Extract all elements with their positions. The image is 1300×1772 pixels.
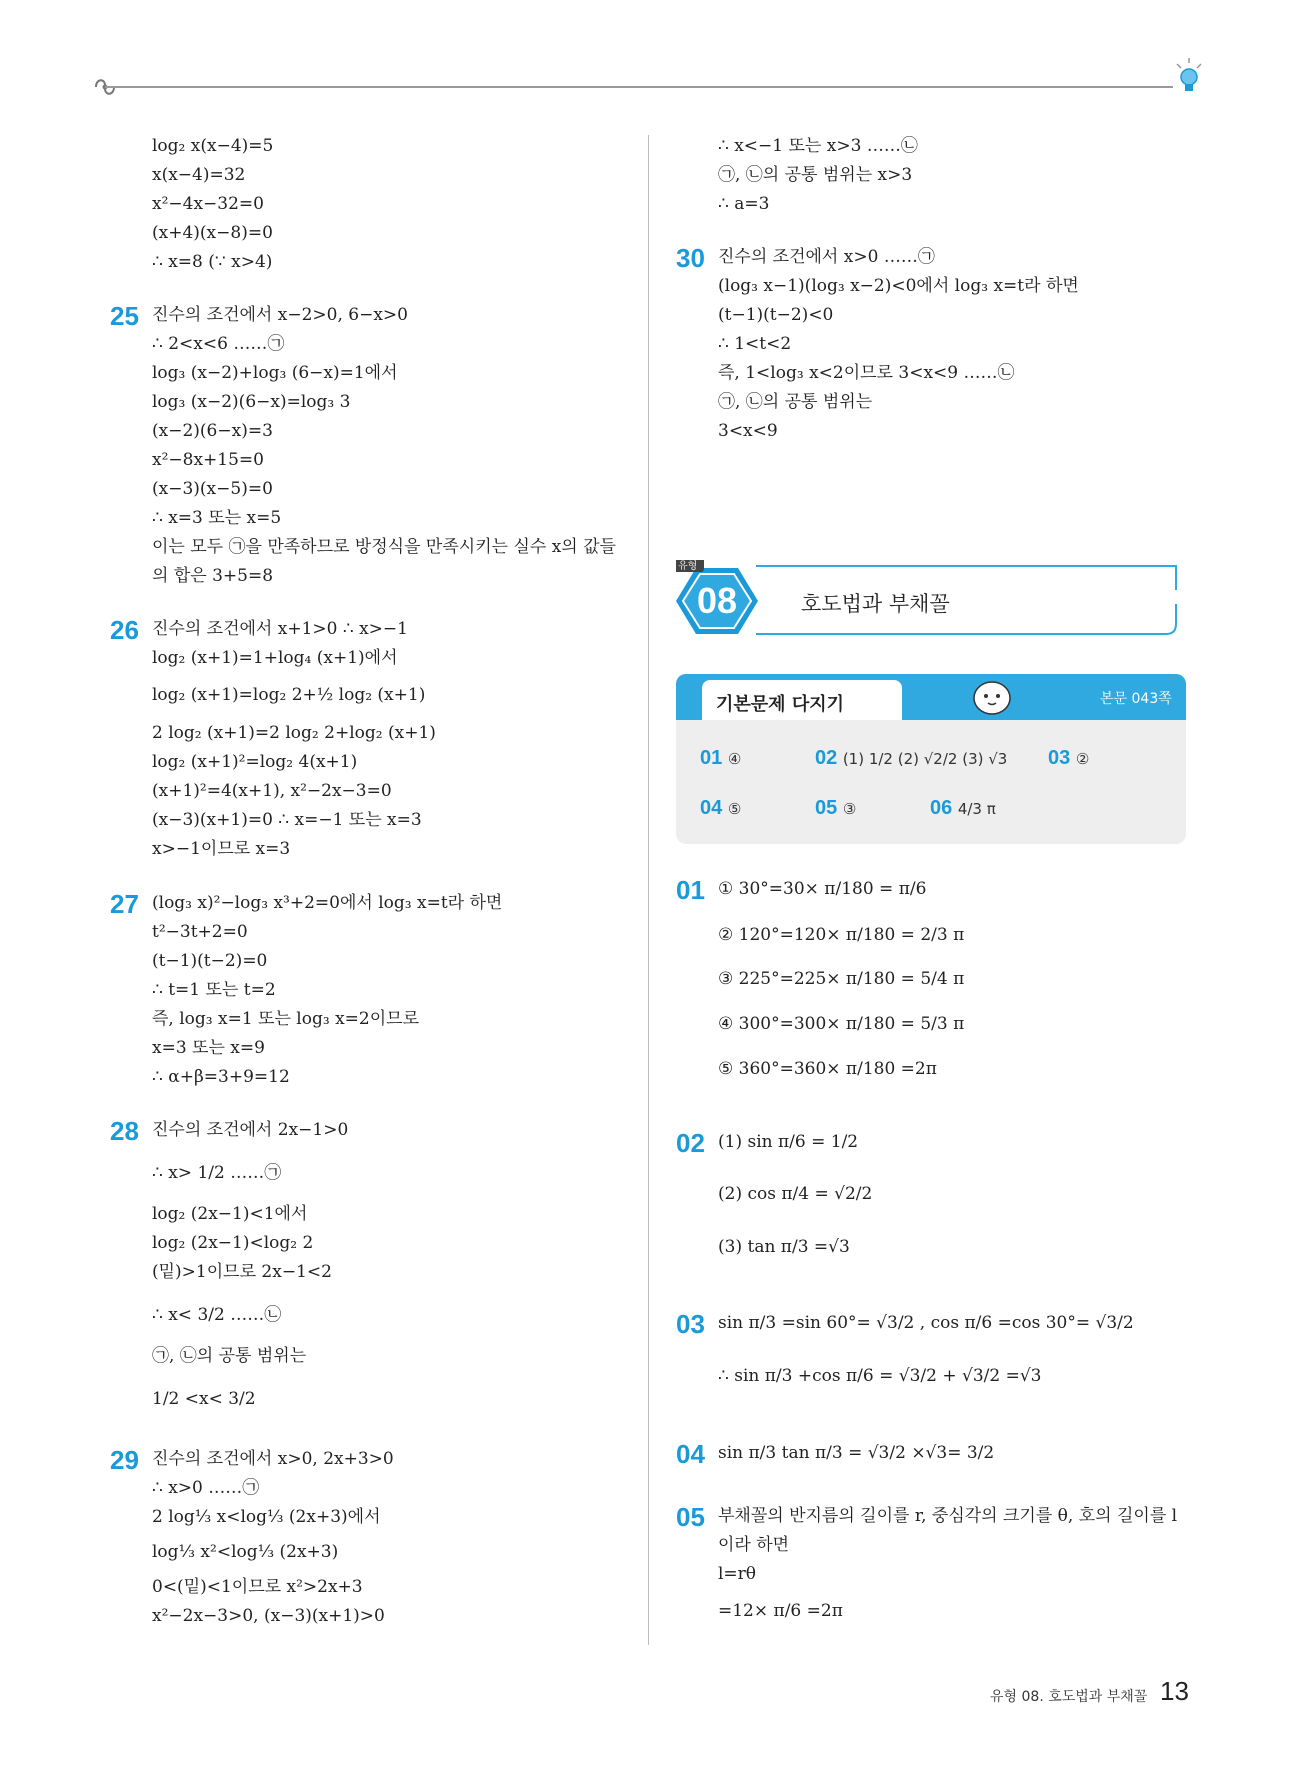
problem-number: 03 — [676, 1309, 705, 1339]
solution-line: ∴ α+β=3+9=12 — [152, 1067, 290, 1087]
solution-line: ∴ t=1 또는 t=2 — [152, 980, 276, 1000]
solution-line: ∴ x=8 (∵ x>4) — [152, 252, 273, 272]
solution-line: log₃ (x−2)(6−x)=log₃ 3 — [152, 392, 351, 412]
problem-number: 01 — [676, 875, 705, 905]
solution-line: 진수의 조건에서 x>0 ……㉠ — [718, 247, 935, 267]
problem-number: 27 — [110, 889, 139, 919]
answer-box-title: 기본문제 다지기 — [716, 694, 844, 715]
answer-item: 01 ④ — [700, 747, 742, 769]
solution-line: ∴ sin π/3 +cos π/6 = √3/2 + √3/2 =√3 — [718, 1366, 1042, 1386]
answer-item: 02 (1) 1/2 (2) √2/2 (3) √3 — [815, 747, 1008, 769]
problem-number: 25 — [110, 301, 139, 331]
solution-line: x(x−4)=32 — [152, 165, 246, 185]
solution-line: x>−1이므로 x=3 — [152, 839, 291, 859]
solution-line: (x+4)(x−8)=0 — [152, 223, 273, 243]
solution-line: (밑)>1이므로 2x−1<2 — [152, 1262, 332, 1282]
answer-box-page-ref: 본문 043쪽 — [1100, 691, 1172, 707]
solution-line: 이는 모두 ㉠을 만족하므로 방정식을 만족시키는 실수 x의 값들 — [152, 537, 616, 557]
answer-item: 06 4/3 π — [930, 797, 996, 819]
solution-line: log₂ x(x−4)=5 — [152, 136, 274, 156]
solution-line: x²−8x+15=0 — [152, 450, 264, 470]
page-number: 13 — [1160, 1676, 1189, 1706]
solution-line: (x−2)(6−x)=3 — [152, 421, 273, 441]
solution-line: ∴ x> 1/2 ……㉠ — [152, 1163, 282, 1183]
solution-line: 2 log⅓ x<log⅓ (2x+3)에서 — [152, 1507, 381, 1527]
section-header — [676, 560, 1186, 642]
solution-line: =12× π/6 =2π — [718, 1601, 843, 1621]
footer-label: 유형 08. 호도법과 부채꼴 — [990, 1689, 1148, 1705]
problem-number: 30 — [676, 243, 705, 273]
solution-line: (log₃ x−1)(log₃ x−2)<0에서 log₃ x=t라 하면 — [718, 276, 1079, 296]
solution-line: 즉, log₃ x=1 또는 log₃ x=2이므로 — [152, 1009, 419, 1029]
solution-line: ∴ x=3 또는 x=5 — [152, 508, 282, 528]
answer-item: 05 ③ — [815, 797, 857, 819]
solution-line: 진수의 조건에서 x+1>0 ∴ x>−1 — [152, 619, 408, 639]
solution-line: x=3 또는 x=9 — [152, 1038, 265, 1058]
solution-line: x²−4x−32=0 — [152, 194, 264, 214]
solution-line: t²−3t+2=0 — [152, 922, 248, 942]
solution-line: ② 120°=120× π/180 = 2/3 π — [718, 925, 965, 945]
mascot-icon — [968, 672, 1016, 722]
solution-line: 진수의 조건에서 x>0, 2x+3>0 — [152, 1449, 394, 1469]
answer-item: 03 ② — [1048, 747, 1090, 769]
solution-line: (1) sin π/6 = 1/2 — [718, 1132, 859, 1152]
solution-line: log₂ (x+1)²=log₂ 4(x+1) — [152, 752, 358, 772]
solution-line: x²−2x−3>0, (x−3)(x+1)>0 — [152, 1606, 385, 1626]
solution-line: 3<x<9 — [718, 421, 778, 441]
solution-line: (3) tan π/3 =√3 — [718, 1237, 850, 1257]
solution-line: 진수의 조건에서 2x−1>0 — [152, 1120, 349, 1140]
solution-line: 즉, 1<log₃ x<2이므로 3<x<9 ……㉡ — [718, 363, 1015, 383]
solution-line: log₃ (x−2)+log₃ (6−x)=1에서 — [152, 363, 398, 383]
solution-line: ① 30°=30× π/180 = π/6 — [718, 879, 927, 899]
solution-line: (log₃ x)²−log₃ x³+2=0에서 log₃ x=t라 하면 — [152, 893, 503, 913]
solution-line: ∴ a=3 — [718, 194, 770, 214]
solution-line: 부채꼴의 반지름의 길이를 r, 중심각의 크기를 θ, 호의 길이를 l — [718, 1506, 1178, 1526]
solution-line: log⅓ x²<log⅓ (2x+3) — [152, 1542, 339, 1562]
solution-line: ∴ x>0 ……㉠ — [152, 1478, 260, 1498]
column-divider — [648, 135, 649, 1645]
solution-line: ㉠, ㉡의 공통 범위는 — [718, 392, 873, 412]
solution-line: (x−3)(x−5)=0 — [152, 479, 273, 499]
solution-line: ④ 300°=300× π/180 = 5/3 π — [718, 1014, 965, 1034]
solution-line: 이라 하면 — [718, 1535, 790, 1555]
solution-line: 1/2 <x< 3/2 — [152, 1389, 256, 1409]
solution-line: log₂ (2x−1)<1에서 — [152, 1204, 308, 1224]
solution-line: 2 log₂ (x+1)=2 log₂ 2+log₂ (x+1) — [152, 723, 436, 743]
solution-line: ∴ x< 3/2 ……㉡ — [152, 1305, 282, 1325]
solution-line: (t−1)(t−2)<0 — [718, 305, 834, 325]
solution-line: ∴ 1<t<2 — [718, 334, 792, 354]
section-tag: 유형 — [678, 561, 698, 572]
section-number: 08 — [696, 580, 738, 621]
solution-line: log₂ (x+1)=1+log₄ (x+1)에서 — [152, 648, 398, 668]
solution-line: 0<(밑)<1이므로 x²>2x+3 — [152, 1577, 363, 1597]
solution-line: (x−3)(x+1)=0 ∴ x=−1 또는 x=3 — [152, 810, 422, 830]
problem-number: 28 — [110, 1116, 139, 1146]
header-rule — [105, 86, 1173, 88]
problem-number: 02 — [676, 1128, 705, 1158]
solution-line: ㉠, ㉡의 공통 범위는 x>3 — [718, 165, 913, 185]
solution-line: ㉠, ㉡의 공통 범위는 — [152, 1346, 307, 1366]
problem-number: 29 — [110, 1445, 139, 1475]
lightbulb-icon — [1172, 56, 1206, 100]
problem-number: 26 — [110, 615, 139, 645]
ribbon-icon — [92, 76, 118, 102]
solution-line: ⑤ 360°=360× π/180 =2π — [718, 1059, 937, 1079]
solution-line: log₂ (2x−1)<log₂ 2 — [152, 1233, 314, 1253]
solution-line: (x+1)²=4(x+1), x²−2x−3=0 — [152, 781, 392, 801]
answer-item: 04 ⑤ — [700, 797, 742, 819]
solution-line: ③ 225°=225× π/180 = 5/4 π — [718, 969, 965, 989]
solution-line: (t−1)(t−2)=0 — [152, 951, 268, 971]
solution-line: 진수의 조건에서 x−2>0, 6−x>0 — [152, 305, 408, 325]
solution-line: ∴ 2<x<6 ……㉠ — [152, 334, 285, 354]
problem-number: 05 — [676, 1502, 705, 1532]
problem-number: 04 — [676, 1439, 705, 1469]
solution-line: (2) cos π/4 = √2/2 — [718, 1184, 873, 1204]
section-title: 호도법과 부채꼴 — [801, 592, 950, 616]
solution-line: l=rθ — [718, 1564, 757, 1584]
solution-line: log₂ (x+1)=log₂ 2+½ log₂ (x+1) — [152, 685, 426, 705]
solution-line: 의 합은 3+5=8 — [152, 566, 274, 586]
solution-line: sin π/3 tan π/3 = √3/2 ×√3= 3/2 — [718, 1443, 995, 1463]
solution-line: sin π/3 =sin 60°= √3/2 , cos π/6 =cos 30°= √3/2 — [718, 1313, 1134, 1333]
solution-line: ∴ x<−1 또는 x>3 ……㉡ — [718, 136, 918, 156]
